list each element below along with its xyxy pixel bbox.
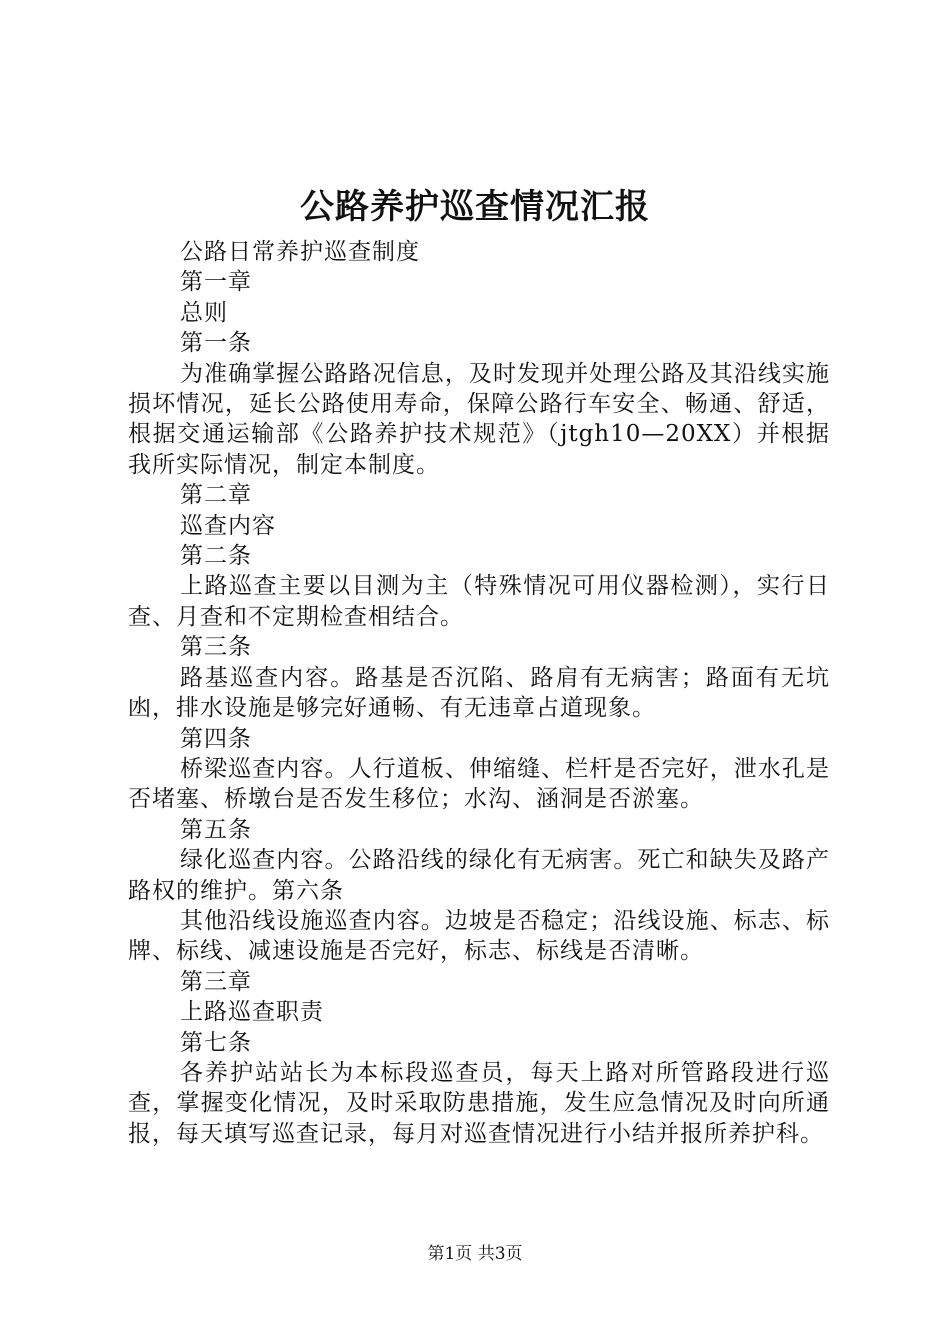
paragraph-article-3-text: 路基巡查内容。路基是否沉陷、路肩有无病害；路面有无坑凼，排水设施是够完好通畅、有无违章占道现象。 bbox=[128, 664, 830, 722]
paragraph-chapter-3: 第三章 bbox=[180, 968, 252, 995]
paragraph-chapter-1: 第一章 bbox=[180, 269, 252, 296]
paragraph-article-4-text: 桥梁巡查内容。人行道板、伸缩缝、栏杆是否完好，泄水孔是否堵塞、桥墩台是否发生移位；水沟、涵洞是否淤塞。 bbox=[128, 755, 830, 813]
paragraph-regulation-title: 公路日常养护巡查制度 bbox=[180, 239, 420, 265]
paragraph-article-3: 第三条 bbox=[180, 634, 252, 661]
paragraph-article-7-text: 各养护站站长为本标段巡查员，每天上路对所管路段进行巡查，掌握变化情况，及时采取防患措施，发生应急情况及时向所通报，每天填写巡查记录，每月对巡查情况进行小结并报所养护科。 bbox=[128, 1059, 830, 1147]
paragraph-article-7: 第七条 bbox=[180, 1029, 252, 1056]
paragraph-article-2: 第二条 bbox=[180, 543, 252, 570]
paragraph-inspection-duties: 上路巡查职责 bbox=[180, 999, 324, 1026]
paragraph-chapter-2: 第二章 bbox=[180, 482, 252, 509]
paragraph-article-1: 第一条 bbox=[180, 330, 252, 357]
paragraph-general-provisions: 总则 bbox=[180, 299, 228, 326]
paragraph-inspection-content: 巡查内容 bbox=[180, 512, 276, 539]
paragraph-article-2-text: 上路巡查主要以目测为主（特殊情况可用仪器检测），实行日查、月查和不定期检查相结合。 bbox=[128, 573, 830, 630]
paragraph-article-4: 第四条 bbox=[180, 725, 252, 752]
paragraph-article-1-text: 为准确掌握公路路况信息，及时发现并处理公路及其沿线实施损坏情况，延长公路使用寿命，保障公路行车安全、畅通、舒适，根据交通运输部《公路养护技术规范》（jtgh10—20XX）并根据我所实际情况，制定本制度。 bbox=[128, 360, 830, 478]
paragraph-article-6-text: 其他沿线设施巡查内容。边坡是否稳定；沿线设施、标志、标牌、标线、减速设施是否完好，标志、标线是否清晰。 bbox=[128, 907, 830, 965]
document-title: 公路养护巡查情况汇报 bbox=[300, 187, 650, 227]
document-body bbox=[128, 237, 830, 1149]
paragraph-article-5-text: 绿化巡查内容。公路沿线的绿化有无病害。死亡和缺失及路产路权的维护。第六条 bbox=[128, 847, 830, 904]
paragraph-article-5: 第五条 bbox=[180, 816, 252, 843]
page-footer: 第1页 共3页 bbox=[427, 1244, 523, 1264]
